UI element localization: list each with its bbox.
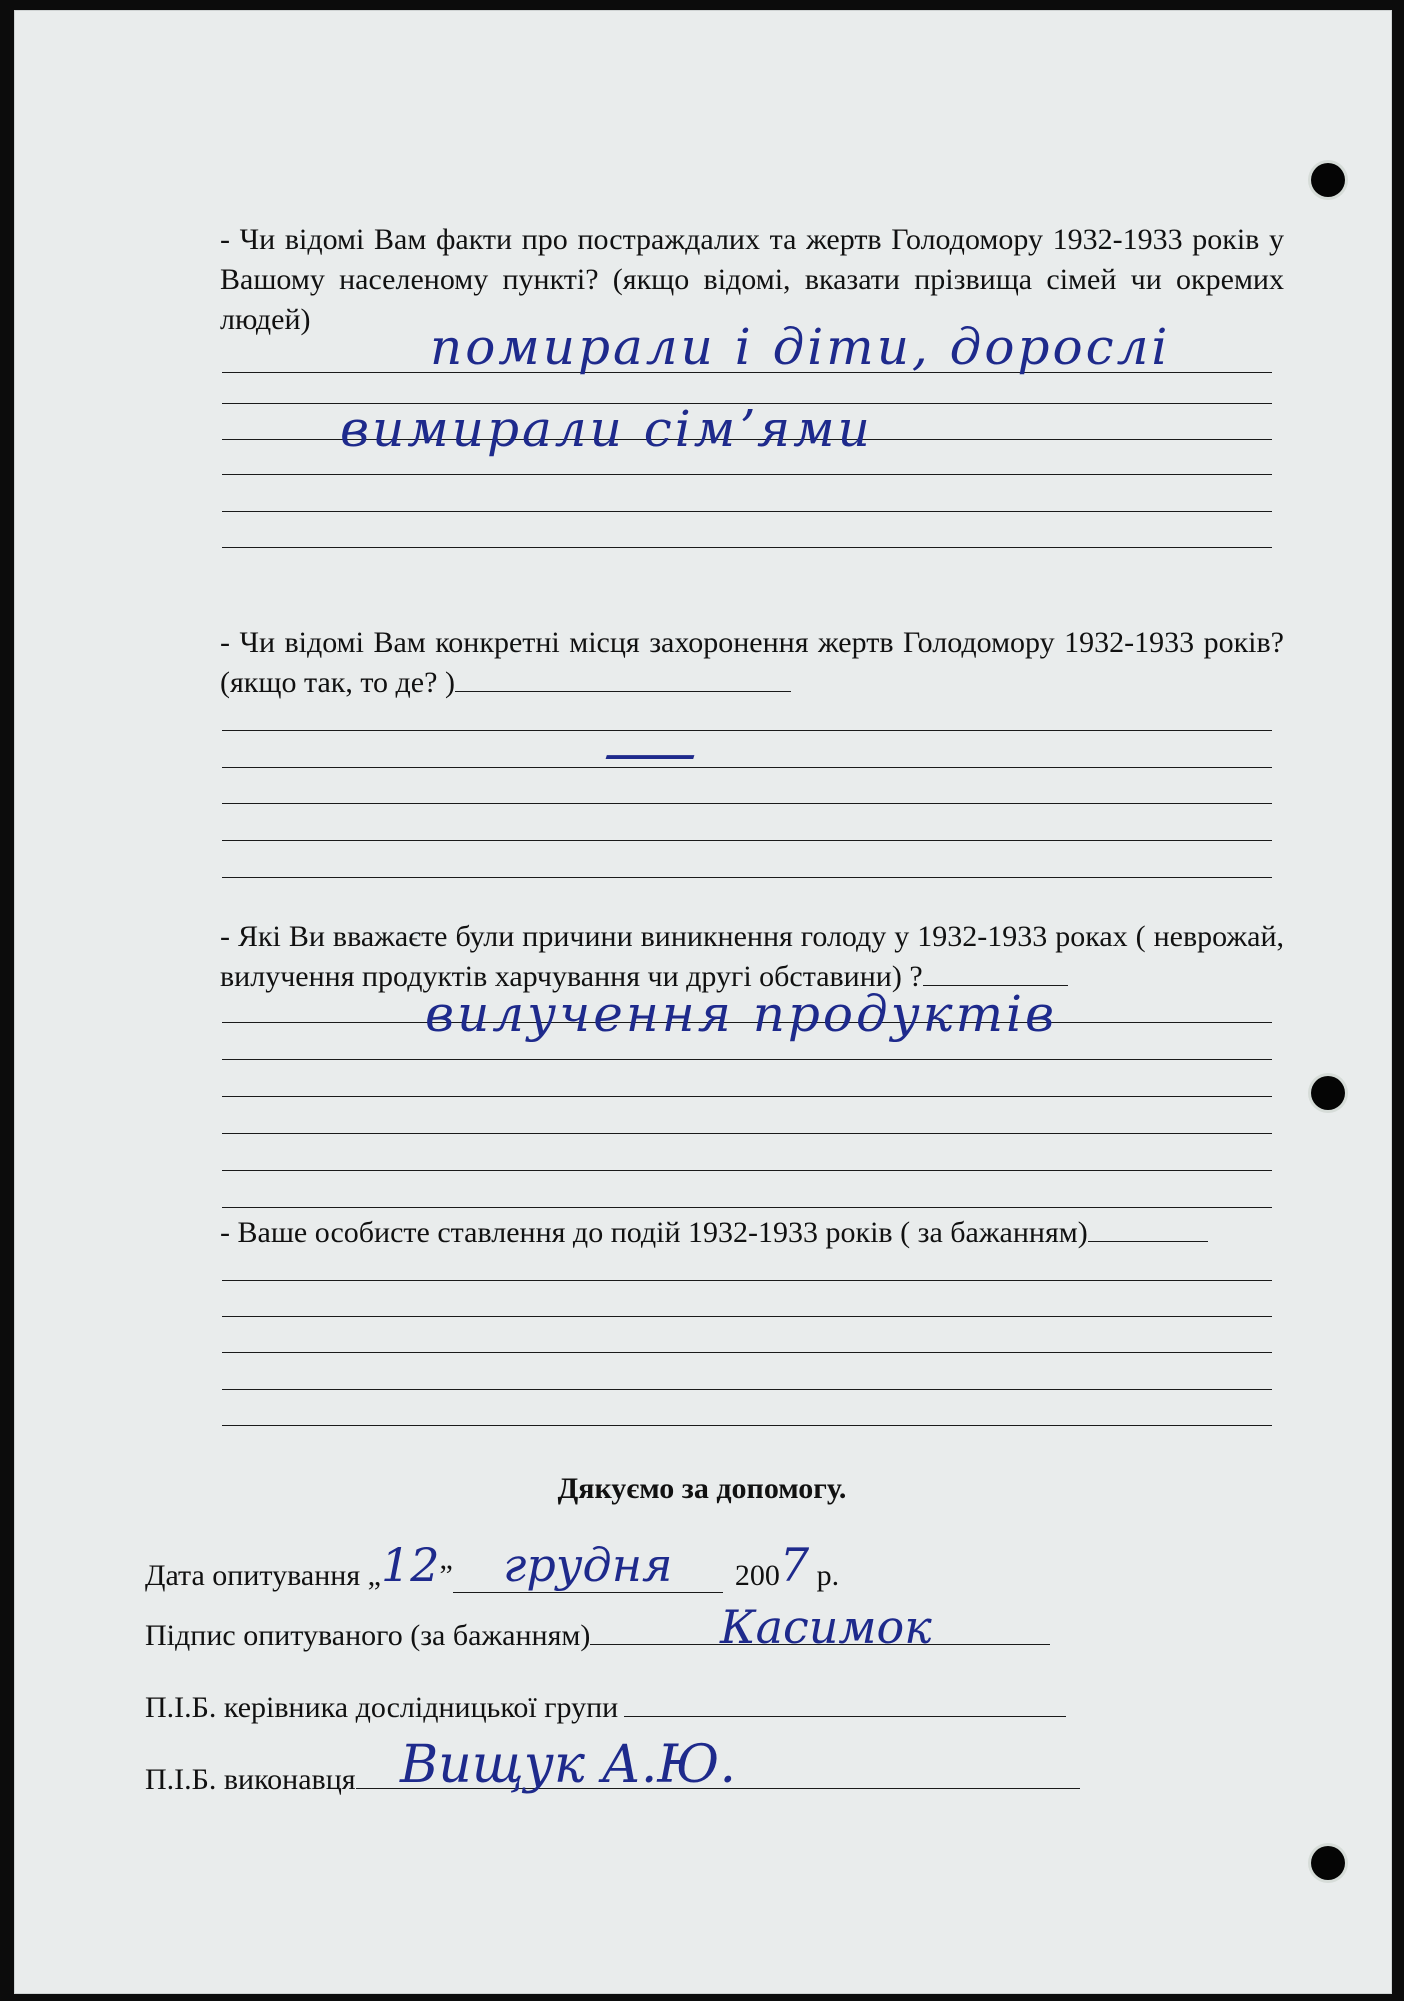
answer-blank	[923, 959, 1068, 986]
answer-line	[222, 1170, 1272, 1171]
answer-line	[222, 1389, 1272, 1390]
answer-line	[222, 1059, 1272, 1060]
handwritten-answer: вимирали сімʼями	[340, 400, 873, 458]
answer-line	[222, 840, 1272, 841]
executor-label: П.І.Б. виконавця	[145, 1763, 356, 1796]
date-quote: ”	[439, 1559, 453, 1592]
answer-line	[222, 547, 1272, 548]
answer-line	[222, 511, 1272, 512]
signature-label: Підпис опитуваного (за бажанням)	[145, 1619, 591, 1652]
answer-line	[222, 803, 1272, 804]
leader-label: П.І.Б. керівника дослідницької групи	[145, 1691, 619, 1724]
thanks-heading: Дякуємо за допомогу.	[557, 1472, 847, 1505]
handwritten-answer: помирали і діти, дорослі	[430, 318, 1171, 376]
question-4-text: - Ваше особисте ставлення до подій 1932-1933 років ( за бажанням)	[220, 1216, 1088, 1249]
answer-blank	[1088, 1215, 1208, 1242]
date-row	[145, 1538, 840, 1597]
answer-line	[222, 1352, 1272, 1353]
answer-line	[222, 730, 1272, 731]
answer-line	[222, 767, 1272, 768]
year-suffix: р.	[809, 1559, 840, 1592]
year-digit: 7	[779, 1538, 810, 1592]
date-month: грудня	[453, 1538, 723, 1593]
punch-hole	[1311, 163, 1345, 197]
handwritten-answer: —	[602, 718, 698, 788]
question-3-text: - Які Ви вважаєте були причини виникнення голоду у 1932-1933 роках ( неврожай, вилучення продуктів харчування чи другі обставини) ?	[220, 920, 1284, 993]
question-2-text: - Чи відомі Вам конкретні місця захоронення жертв Голодомору 1932-1933 років? (якщо так, то де? )	[220, 626, 1284, 699]
punch-hole	[1311, 1076, 1345, 1110]
answer-line	[222, 1316, 1272, 1317]
leader-blank	[624, 1690, 1066, 1717]
answer-line	[222, 474, 1272, 475]
year-prefix: 200	[734, 1559, 780, 1592]
question-1: - Чи відомі Вам факти про постраждалих та жертв Голодомору 1932-1933 років у Вашому населеному пункті? (якщо відомі, вказати прізвища сімей чи окремих людей)	[220, 223, 1284, 336]
executor-signature: Вищук А.Ю.	[400, 1735, 736, 1795]
answer-line	[222, 877, 1272, 878]
leader-row	[145, 1690, 1066, 1725]
date-day: 12	[380, 1538, 440, 1592]
question-2	[220, 623, 1284, 703]
answer-line	[222, 1280, 1272, 1281]
handwritten-answer: вилучення продуктів	[425, 985, 1058, 1043]
respondent-signature: Касимок	[720, 1600, 932, 1654]
answer-line	[222, 1425, 1272, 1426]
answer-line	[222, 1207, 1272, 1208]
question-4	[220, 1213, 1300, 1253]
date-label: Дата опитування „	[145, 1559, 381, 1592]
answer-blank	[455, 665, 791, 692]
answer-line	[222, 1133, 1272, 1134]
answer-line	[222, 1096, 1272, 1097]
punch-hole	[1311, 1846, 1345, 1880]
